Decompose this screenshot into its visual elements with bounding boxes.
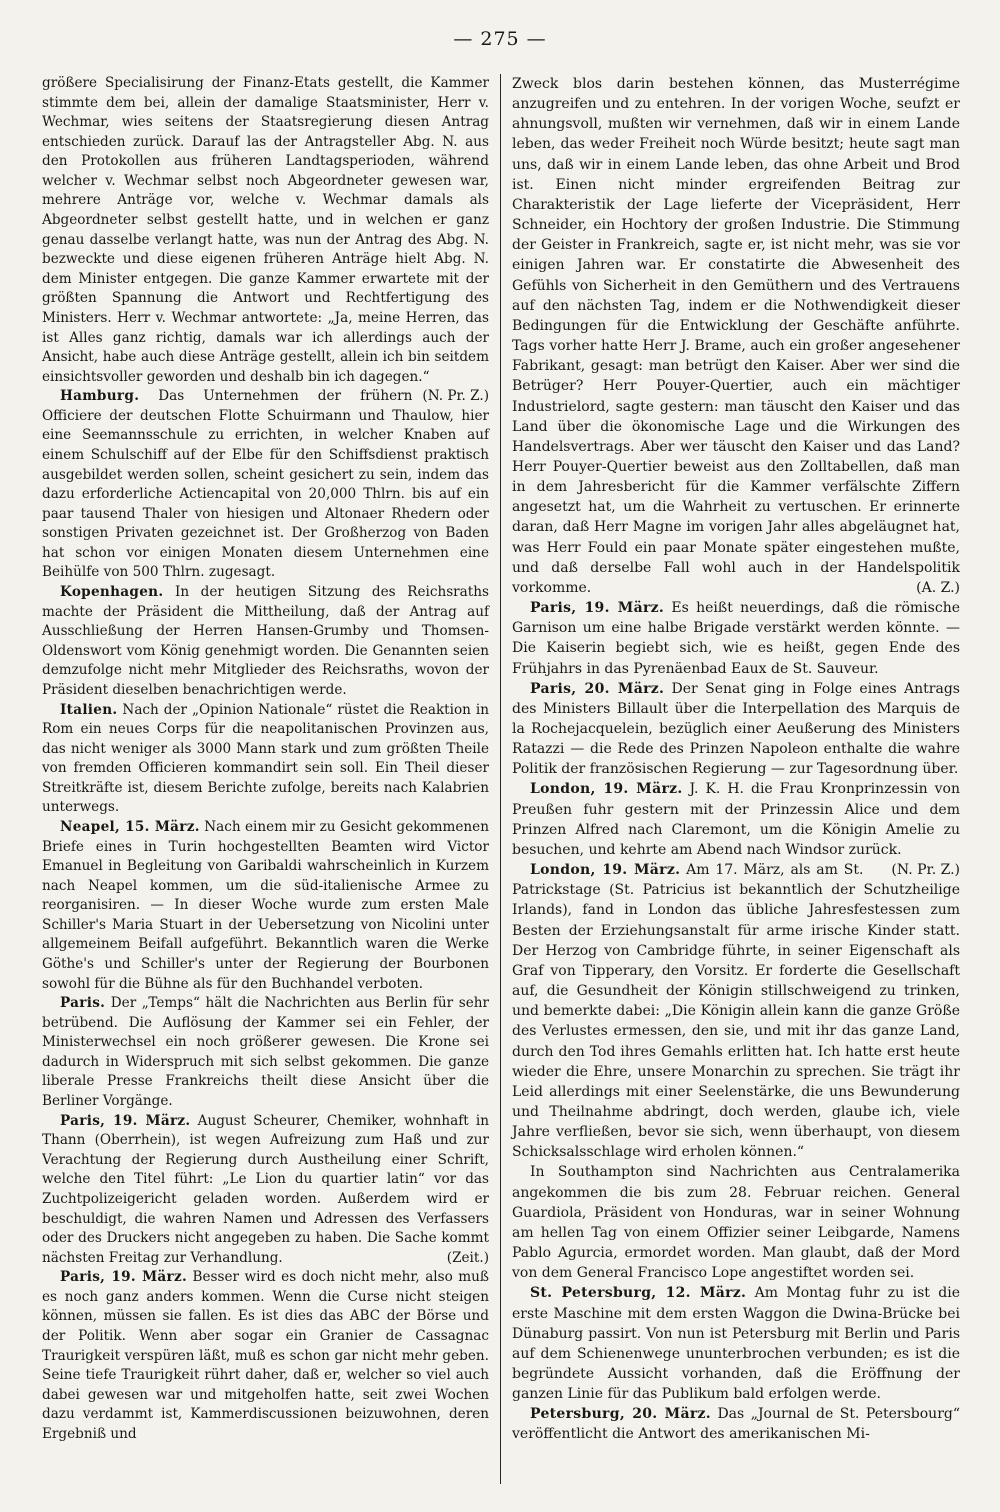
article-dateline: Paris, 19. März. (530, 600, 665, 617)
right-column (512, 74, 960, 1445)
news-article (42, 583, 489, 700)
article-text: größere Specialisirung der Finanz-Etats gestellt, die Kammer stimmte dem bei, allein der damalige Staatsminister, Herr v. Wechmar, wies seitens der Staatsregierung diesen Antrag entschieden zurück. Darauf las der Antragsteller Abg. N. aus den Protokollen aus früheren Landtagsperioden, während welcher v. Wechmar selbst noch Abgeordneter gewesen war, mehrere Anträge vor, welche v. Wechmar damals als Abgeordneter selbst gestellt hatte, und in welchen er ganz genau dasselbe verlangt hatte, was nun der Antrag des Abg. N. bezweckte und diese eigenen früheren Anträge hielt Abg. N. dem Minister entgegen. Die ganze Kammer erwartete mit der größten Spannung die Antwort und Rechtfertigung des Ministers. Herr v. Wechmar antwortete: „Ja, meine Herren, das ist Alles ganz richtig, damals war ich allerdings auch der Ansicht, habe auch diese Anträge gestellt, allein ich bin seitdem einsichtsvoller geworden und deshalb bin ich dagegen.“ (42, 75, 489, 385)
article-text: August Scheurer, Chemiker, wohnhaft in Thann (Oberrhein), ist wegen Aufreizung zum Haß und zur Verachtung der Regierung durch Austheilung einer Schrift, welche den Titel führt: „Le Lion du quartier latin“ vor das Zuchtpolizeigericht geladen worden. Außerdem wird er beschuldigt, die wahren Namen und Adressen des Verfassers oder des Druckers nicht angegeben zu haben. Die Sache kommt nächsten Freitag zur Verhandlung. (42, 1112, 489, 1266)
article-dateline: London, 19. März. (530, 862, 681, 879)
article-source: (A. Z.) (916, 579, 960, 596)
news-article (512, 1283, 960, 1404)
article-dateline: Petersburg, 20. März. (530, 1406, 711, 1423)
left-column (42, 74, 489, 1444)
news-article (512, 1404, 960, 1444)
article-dateline: London, 19. März. (530, 781, 683, 798)
article-dateline: Paris, 19. März. (60, 1112, 191, 1129)
page-number: — 275 — (453, 28, 547, 50)
news-article (512, 779, 960, 879)
article-text: J. K. H. die Frau Kronprinzessin von Preußen fuhr gestern mit der Prinzessin Alice und dem Prinzen Alfred nach Claremont, um die Königin Amelie zu besuchen, und kehrte am Abend nach Windsor zurück. (512, 781, 960, 858)
article-source: (N. Pr. Z.) (422, 388, 489, 405)
article-text: In Southampton sind Nachrichten aus Centralamerika angekommen die bis zum 28. Februar reichen. General Guardiola, Präsident von Honduras, war in seiner Wohnung am hellen Tag von einem Offizier seiner Leibgarde, Namens Pablo Agurcia, ermordet worden. Man glaubt, daß der Mord von dem General Francisco Lope angestiftet worden sei. (512, 1164, 960, 1282)
article-text: Es heißt neuerdings, daß die römische Garnison um eine halbe Brigade verstärkt werden könnte. — Die Kaiserin begiebt sich, wie es heißt, gegen Ende des Frühjahrs in das Pyrenäenbad Eaux de St. Sauveur. (512, 600, 960, 677)
news-article (42, 387, 489, 583)
news-article (42, 1112, 489, 1269)
article-text: Das „Journal de St. Petersbourg“ veröffentlicht die Antwort des amerikanischen Mi- (512, 1406, 961, 1443)
news-article (42, 818, 489, 994)
article-text: Nach der „Opinion Nationale“ rüstet die Reaktion in Rom ein neues Corps für die neapolitanischen Provinzen aus, das nicht weniger als 3000 Mann stark und zum größten Theile von fremden Officieren kommandirt sein soll. Ein Theil dieser Streitkräfte ist, diesem Berichte zufolge, bereits nach Kalabrien unterwegs. (42, 701, 489, 816)
article-dateline: Italien. (60, 701, 118, 718)
news-article (512, 1162, 960, 1283)
article-text: Am Montag fuhr zu ist die erste Maschine mit dem ersten Waggon die Dwina-Brücke bei Dünaburg passirt. Von nun ist Petersburg mit Berlin und Paris auf dem Schienenwege ununterbrochen verbunden; es ist die begründete Aussicht vorhanden, daß die Eröffnung der ganzen Linie für das Publikum bald erfolgen werde. (512, 1285, 960, 1403)
article-text: Besser wird es doch nicht mehr, also muß es noch ganz anders kommen. Wenn die Curse nicht steigen können, müssen sie fallen. Es ist dies das ABC der Börse und der Politik. Wenn aber sogar ein Granier de Cassagnac Traurigkeit verspüren läßt, muß es schon gar nicht mehr geben. Seine tiefe Traurigkeit rührt daher, daß er, welcher so viel auch dabei gewesen war und mitgeholfen hatte, seit zwei Wochen dazu verdammt ist, Kammerdiscussionen beizuwohnen, deren Ergebniß und (42, 1269, 489, 1442)
news-article (512, 860, 960, 1162)
article-dateline: Hamburg. (60, 388, 140, 405)
article-dateline: Neapel, 15. März. (60, 818, 200, 835)
article-text: In der heutigen Sitzung des Reichsraths machte der Präsident die Mittheilung, daß der Antrag auf Ausschließung der Herren Hansen-Grumby und Thomsen-Oldenswort vom König genehmigt worden. Die Genannten seien demzufolge nicht mehr Mitglieder des Reichsraths, wovon der Präsident dieselben benachrichtigen werde. (42, 584, 489, 698)
article-text: Der Senat ging in Folge eines Antrags des Ministers Billault über die Interpellation des Marquis de la Rochejacquelein, bezüglich einer Aeußerung des Ministers Ratazzi — die Rede des Prinzen Napoleon enthalte die wahre Politik der französischen Regierung — zur Tagesordnung über. (512, 680, 960, 778)
article-dateline: Kopenhagen. (60, 584, 164, 601)
article-text: Am 17. März, als am St. Patrickstage (St. Patricius ist bekanntlich der Schutzheilige Irlands), fand in London das übliche Jahresfestessen zum Besten der Erziehungsanstalt für arme irische Kinder statt. Der Herzog von Cambridge führte, in seiner Eigenschaft als Graf von Tipperary, den Vorsitz. Er forderte die Gesellschaft auf, die Gesundheit der Königin stillschweigend zu trinken, und bemerkte dabei: „Die Königin allein kann die ganze Größe des Verlustes ermessen, den sie, und mit ihr das ganze Land, durch den Tod ihres Gemahls erlitten hat. Ich hatte erst heute wieder die Ehre, unsere Monarchin zu sprechen. Sie trägt ihr Leid allerdings mit einer Seelenstärke, die uns Bewunderung und Theilnahme abdringt, doch werden, glaube ich, viele Jahre verfließen, bevor sie sich, wenn überhaupt, von diesem Schicksalsschlage wird erholen können.“ (512, 862, 960, 1161)
news-article (42, 1268, 489, 1444)
news-article (42, 994, 489, 1111)
article-text: Nach einem mir zu Gesicht gekommenen Briefe eines in Turin hochgestellten Beamten wird Victor Emanuel in Begleitung von Garibaldi wahrscheinlich in Kurzem nach Neapel kommen, um die süd-italienische Armee zu reorganisiren. — In dieser Woche wurde zum ersten Male Schiller's Maria Stuart in der Uebersetzung von Nicolini unter allgemeinem Beifall aufgeführt. Bekanntlich waren die Werke Göthe's und Schiller's unter der Regierung der Bourbonen sowohl für die Bühne als für den Buchhandel verboten. (42, 818, 489, 992)
news-article (512, 598, 960, 679)
column-divider (500, 74, 501, 1484)
article-dateline: Paris. (60, 995, 106, 1012)
article-dateline: Paris, 20. März. (530, 680, 665, 697)
article-text: Zweck blos darin bestehen können, das Musterrégime anzugreifen und zu entehren. In der vorigen Woche, seufzt er ahnungsvoll, mußten wir vernehmen, daß wir in einem Lande leben, das weder Freiheit noch Würde besitzt; heute sagt man uns, daß wir in einem Lande leben, das ohne Arbeit und Brod ist. Einen nicht minder ergreifenden Beitrag zur Charakteristik der Lage lieferte der Vicepräsident, Herr Schneider, ein Hochtory der großen Industrie. Die Stimmung der Geister in Frankreich, sagte er, ist nicht mehr, was sie vor einigen Jahren war. Er constatirte die Abwesenheit des Gefühls von Sicherheit in den Gemüthern und des Vertrauens auf den nächsten Tag, indem er die Nothwendigkeit dieser Bedingungen für die Entwicklung der Geschäfte anführte. Tags vorher hatte Herr J. Brame, auch ein großer angesehener Fabrikant, gesagt: man betrügt den Kaiser. Aber wer sind die Betrüger? Herr Pouyer-Quertier, auch ein mächtiger Industrielord, sagte gestern: man täuscht den Kaiser und das Land über die ökonomische Lage und die Wirkungen des Handelsvertrags. Aber wer täuscht den Kaiser und das Land? Herr Pouyer-Quertier beweist aus den Zolltabellen, daß man in dem Jahresbericht für die Kammer verfälschte Ziffern angesetzt hat, um die Wahrheit zu vertuschen. Er erinnerte daran, daß Herr Magne im vorigen Jahr alles abgeläugnet hat, was Herr Fould ein paar Monate später eingestehen mußte, und daß derselbe Fall wohl auch in der Handelspolitik vorkomme. (512, 76, 960, 596)
article-source: (Zeit.) (446, 1249, 489, 1266)
article-text: Der „Temps“ hält die Nachrichten aus Berlin für sehr betrübend. Die Auflösung der Kammer sei ein Fehler, der Ministerwechsel ein noch größerer gewesen. Die Krone sei dadurch in Widerspruch mit sich selbst gekommen. Die ganze liberale Presse Frankreichs theilt diese Ansicht über die Berliner Vorgänge. (42, 995, 489, 1110)
article-text: Das Unternehmen der frühern Officiere der deutschen Flotte Schuirmann und Thaulow, hier eine Seemannsschule zu errichten, in welcher Knaben auf einem Schulschiff auf der Elbe für den Schiffsdienst praktisch ausgebildet werden sollen, scheint gesichert zu sein, indem das dazu erforderliche Actiencapital von 20,000 Thlrn. bis auf ein paar tausend Thaler von hiesigen und Altonaer Rhedern oder sonstigen Privaten gezeichnet ist. Der Großherzog von Baden hat schon vor einigen Monaten diesem Unternehmen eine Beihülfe von 500 Thlrn. zugesagt. (42, 388, 489, 581)
article-dateline: Paris, 19. März. (60, 1269, 188, 1286)
news-article (42, 701, 489, 818)
article-source: (N. Pr. Z.) (891, 862, 960, 879)
article-dateline: St. Petersburg, 12. März. (530, 1285, 747, 1302)
news-article (512, 679, 960, 780)
news-article (512, 74, 960, 598)
